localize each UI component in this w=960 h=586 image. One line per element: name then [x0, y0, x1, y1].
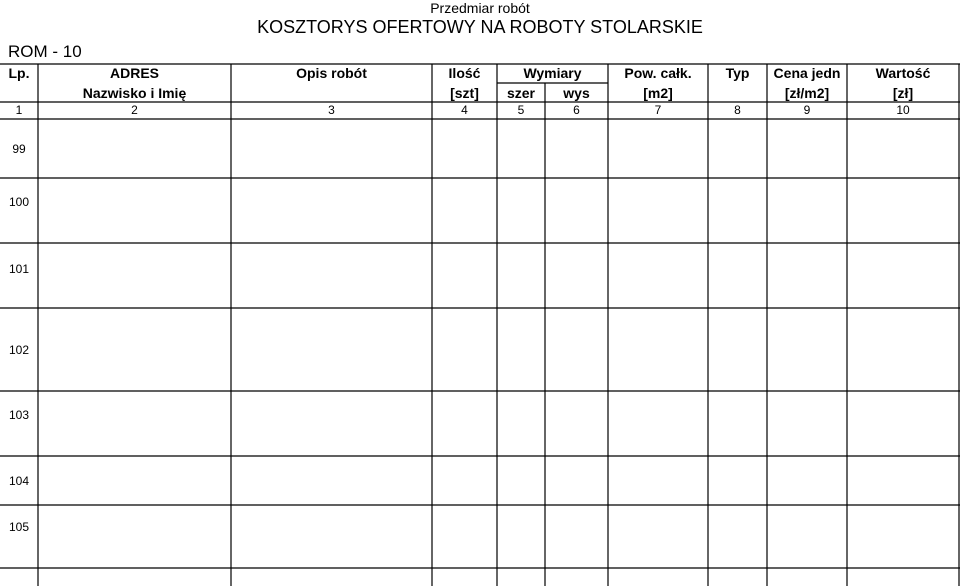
header-cena-unit: [zł/m2]: [784, 85, 830, 101]
sheet-code: ROM - 10: [8, 42, 82, 61]
header-wymiary: Wymiary: [523, 65, 582, 81]
header-wys: wys: [563, 85, 590, 101]
row-number: 102: [8, 343, 30, 357]
row-number: 105: [8, 520, 30, 534]
header-typ: Typ: [725, 65, 750, 81]
header-szer: szer: [506, 85, 536, 101]
header-pow-unit: [m2]: [643, 85, 673, 101]
column-number: 5: [517, 103, 525, 117]
header-opis: Opis robót: [296, 65, 367, 81]
row-number: 103: [8, 408, 30, 422]
column-number: 7: [654, 103, 662, 117]
row-number: 100: [8, 195, 30, 209]
column-number: 3: [328, 103, 335, 117]
column-number: 10: [896, 103, 910, 117]
header-nazwisko: Nazwisko i Imię: [82, 85, 187, 101]
row-number: 104: [8, 474, 30, 488]
header-cena: Cena jedn: [773, 65, 841, 81]
document-subtitle: Przedmiar robót: [430, 0, 530, 16]
header-wartosc: Wartość: [875, 65, 931, 81]
column-number: 6: [573, 103, 580, 117]
column-number: 4: [461, 103, 468, 117]
header-ilosc-unit: [szt]: [450, 85, 479, 101]
header-adres: ADRES: [109, 65, 159, 81]
column-number: 9: [803, 103, 811, 117]
header-wartosc-unit: [zł]: [892, 85, 914, 101]
header-lp: Lp.: [8, 65, 30, 81]
column-number: 2: [131, 103, 138, 117]
header-ilosc: Ilość: [448, 65, 481, 81]
document-title: KOSZTORYS OFERTOWY NA ROBOTY STOLARSKIE: [257, 17, 703, 37]
row-number: 101: [8, 262, 30, 276]
header-pow: Pow. całk.: [624, 65, 692, 81]
column-number: 8: [734, 103, 741, 117]
column-number: 1: [15, 103, 23, 117]
row-number: 99: [12, 142, 26, 156]
